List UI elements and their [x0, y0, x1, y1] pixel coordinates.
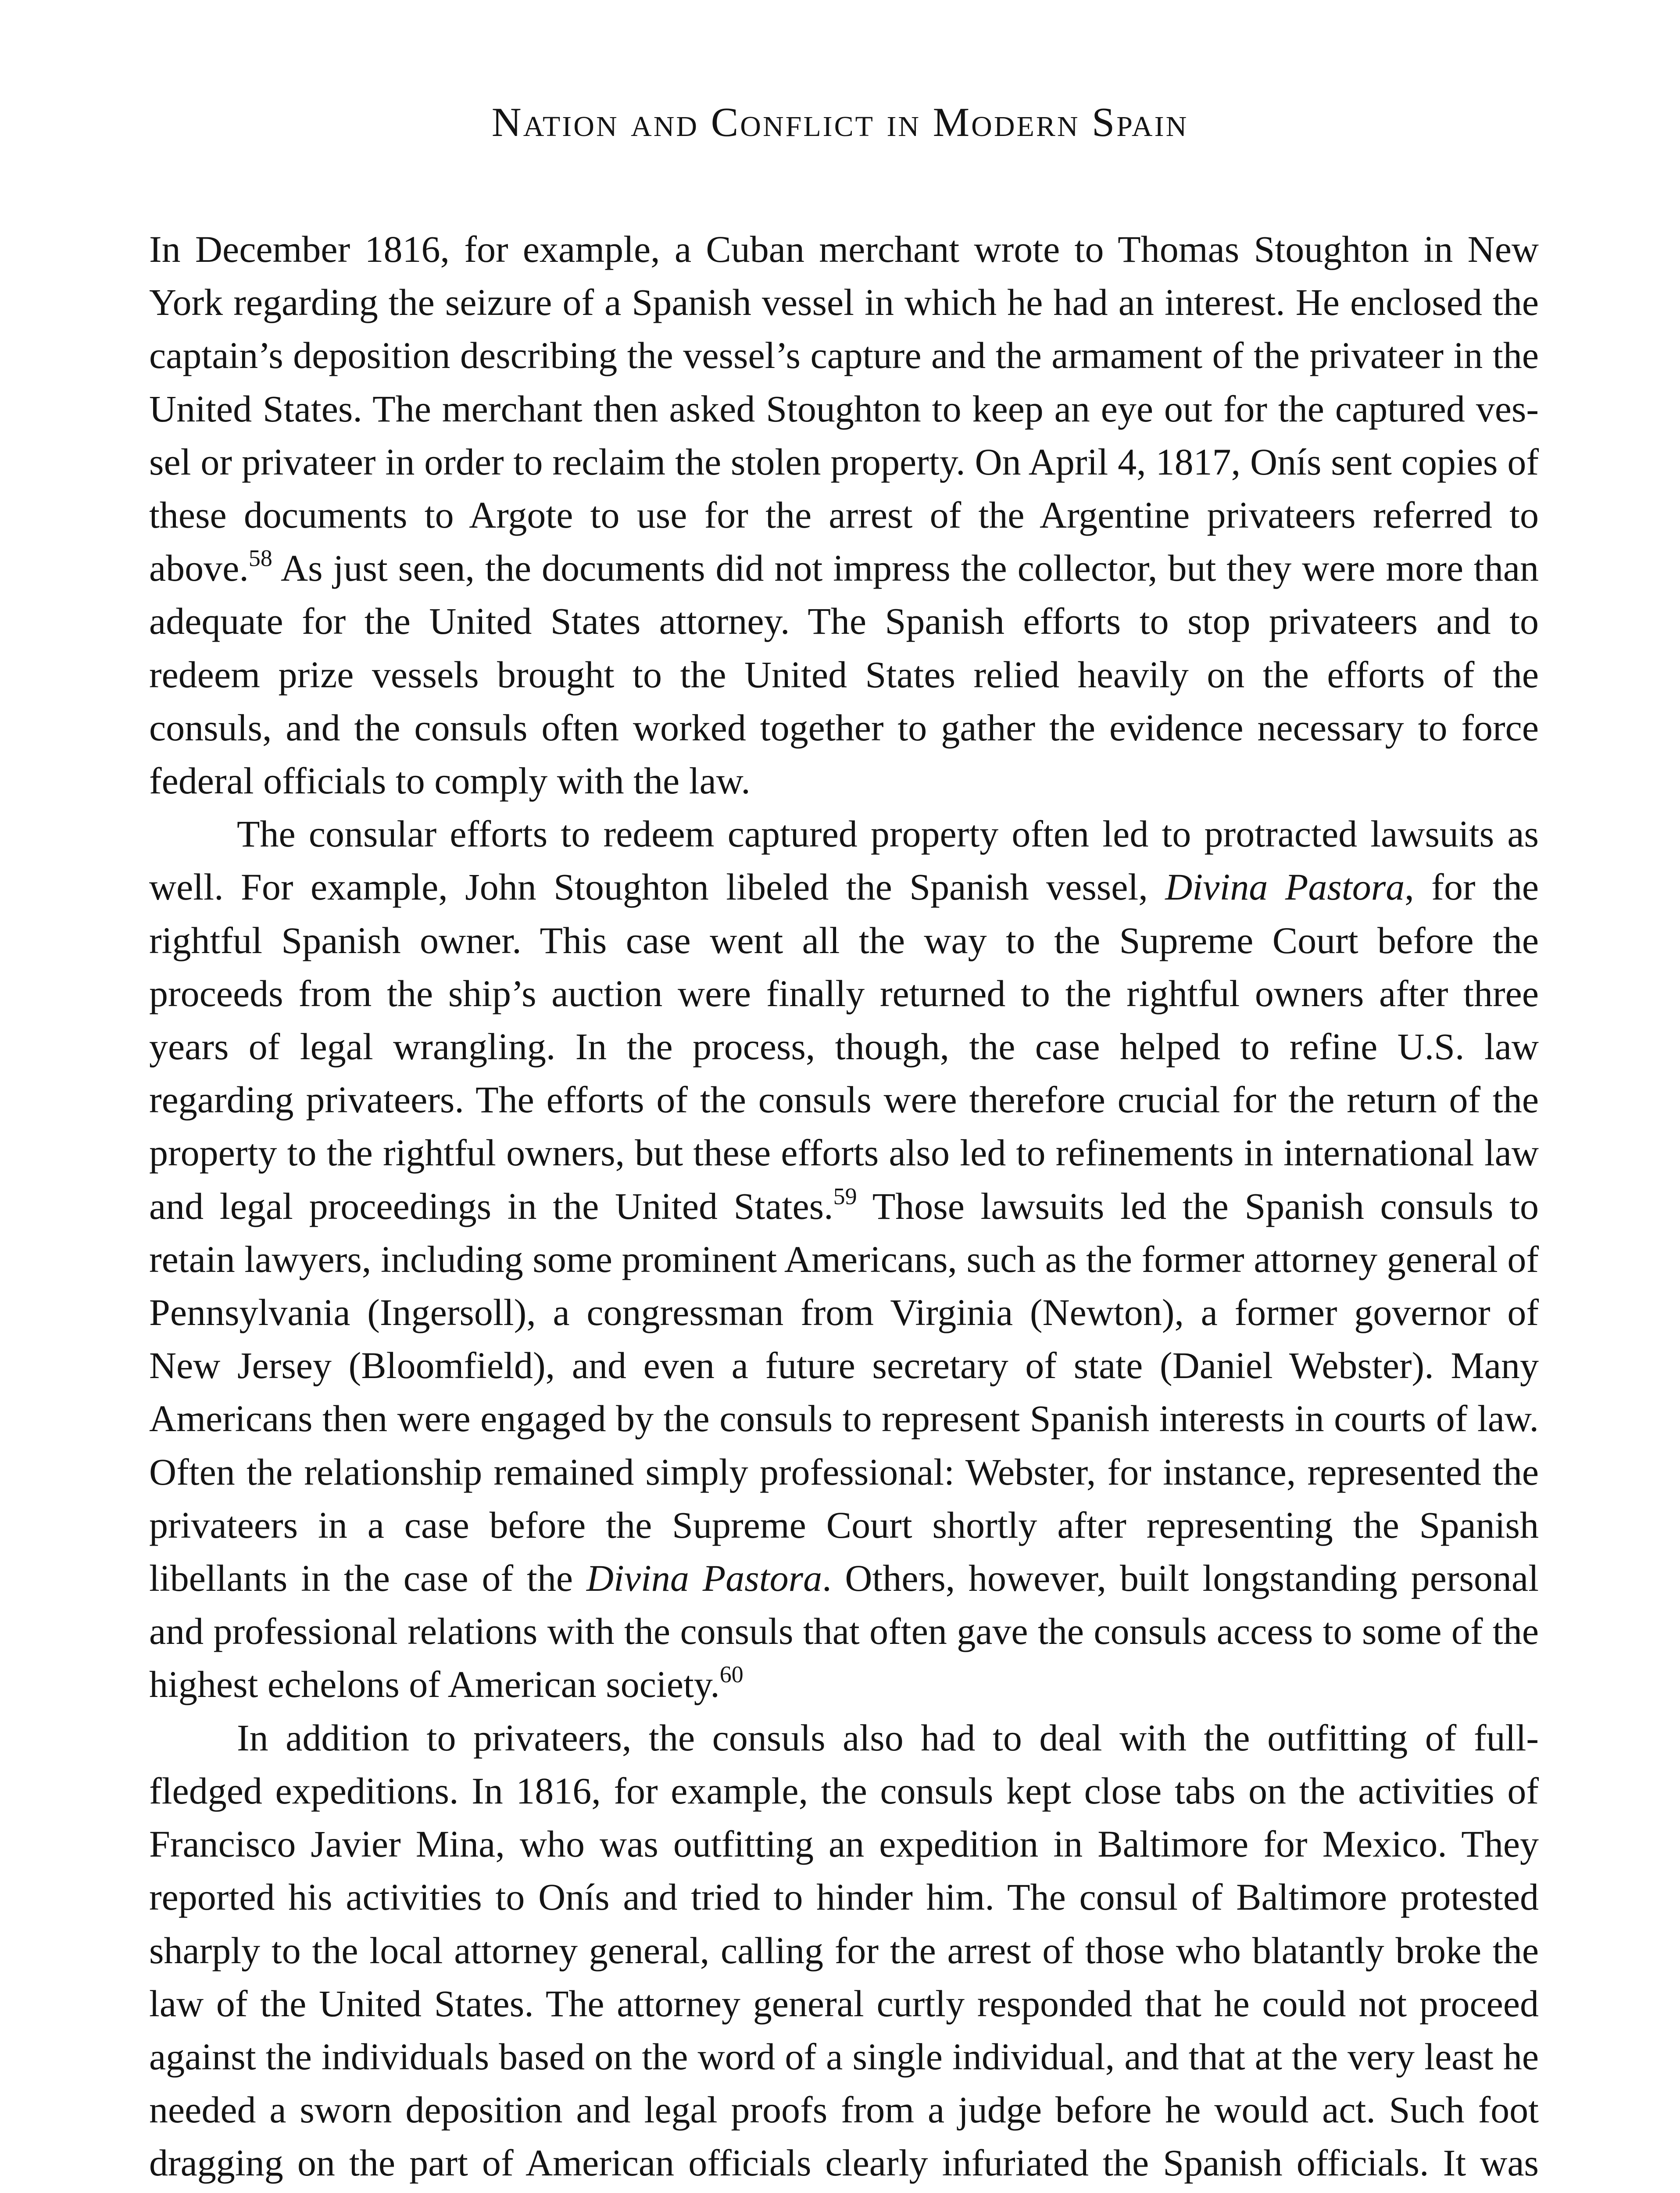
- footnote-reference: 58: [248, 545, 272, 571]
- paragraph: [149, 223, 1539, 807]
- paragraph: [149, 1711, 1539, 2193]
- paragraph-text: In December 1816, for example, a Cuban merchant wrote to Thomas Stoughton in New York regarding the seizure of a Spanish vessel in which he had an interest. He enclosed the captain’s deposition describing the vessel’s capture and the armament of the privateer in the United States. The merchant then asked Stoughton to keep an eye out for the captured vessel or privateer in order to reclaim the stolen property. On April 4, 1817, Onís sent copies of these documents to Argote to use for the arrest of the Argentine privateers referred to above.: [149, 228, 1539, 589]
- body-text: [149, 223, 1539, 2193]
- footnote-reference: 60: [719, 1661, 743, 1688]
- paragraph-text: Those lawsuits led the Spanish consuls to retain lawyers, including some prominent Americans, such as the former attorney general of Pennsylvania (Ingersoll), a congressman from Virginia (Newton), a former governor of New Jersey (Bloomfield), and even a future secretary of state (Daniel Webster). Many Americans then were engaged by the consuls to represent Spanish interests in courts of law. Often the relationship remained simply professional: Webster, for instance, represented the privateers in a case before the Supreme Court shortly after representing the Spanish libellants in the case of the: [149, 1185, 1539, 1600]
- paragraph-text: The consular efforts to redeem captured property often led to protracted lawsuits as well. For example, John Stoughton libeled the Spanish vessel,: [149, 813, 1539, 908]
- footnote-reference: 59: [833, 1183, 857, 1210]
- paragraph-text: , for the rightful Spanish owner. This case went all the way to the Supreme Court before the proceeds from the ship’s auction were finally returned to the rightful owners after three years of legal wrangling. In the process, though, the case helped to refine U.S. law regarding privateers. The efforts of the consuls were therefore crucial for the return of the property to the rightful owners, but these efforts also led to refinements in international law and legal proceedings in the United States.: [149, 866, 1539, 1227]
- ship-name-italic: Divina Pastora: [586, 1557, 822, 1600]
- paragraph: [149, 807, 1539, 1711]
- paragraph-text: . Others, however, built longstanding personal and professional relations with the consuls that often gave the consuls access to some of the highest echelons of American society.: [149, 1557, 1539, 1706]
- running-head-title: Nation and Conflict in Modern Spain: [491, 100, 1189, 145]
- paragraph-text: As just seen, the documents did not impress the collector, but they were more than adequate for the United States attorney. The Spanish efforts to stop privateers and to redeem prize vessels brought to the United States relied heavily on the efforts of the consuls, and the consuls often worked together to gather the evidence necessary to force federal officials to comply with the law.: [149, 547, 1539, 802]
- paragraph-text: In addition to privateers, the consuls also had to deal with the outfitting of full-fledged expeditions. In 1816, for example, the consuls kept close tabs on the activities of Francisco Javier Mina, who was outfitting an expedition in Baltimore for Mexico. They reported his activities to Onís and tried to hinder him. The consul of Baltimore protested sharply to the local attorney general, calling for the arrest of those who blatantly broke the law of the United States. The attorney general curtly responded that he could not proceed against the individuals based on the word of a single individual, and that at the very least he needed a sworn deposition and legal proofs from a judge before he would act. Such foot dragging on the part of American officials clearly infuriated the Spanish officials. It was: [149, 1716, 1539, 2184]
- ship-name-italic: Divina Pastora: [1165, 866, 1405, 908]
